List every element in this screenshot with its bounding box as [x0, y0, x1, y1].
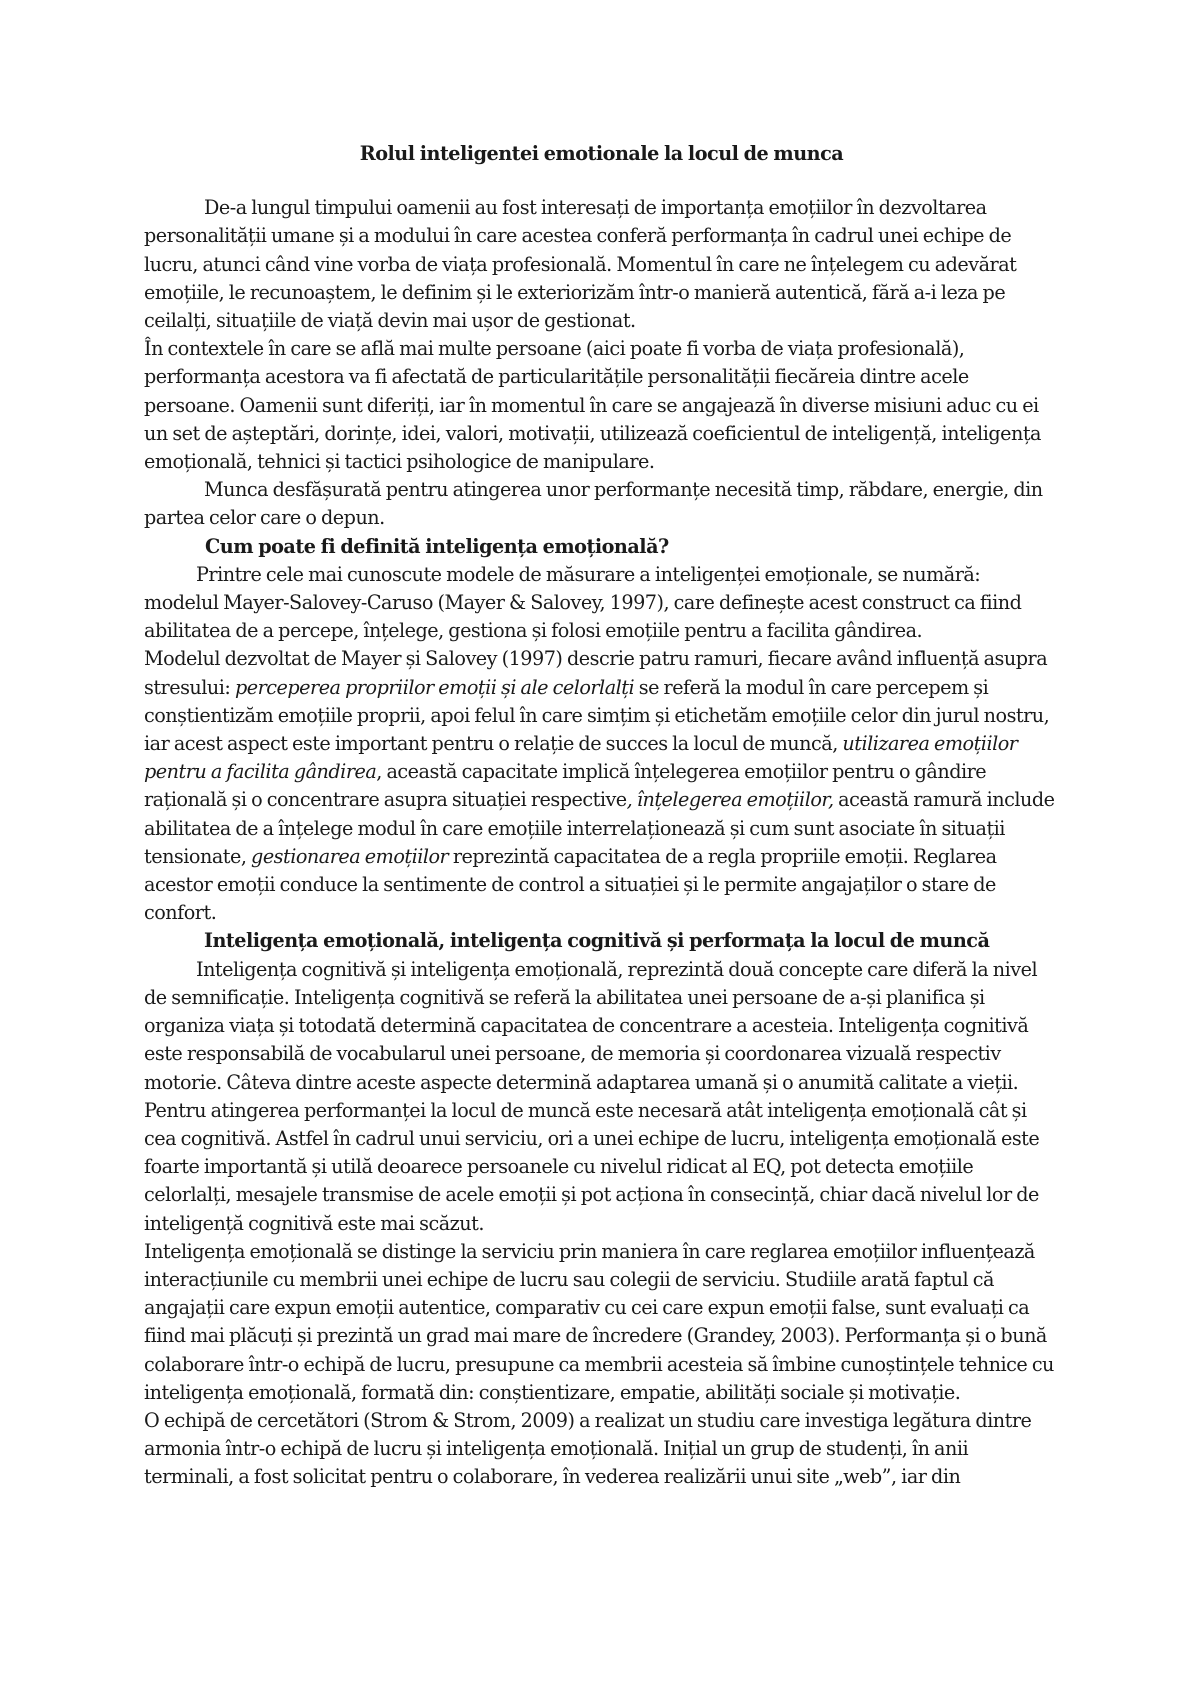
paragraph-cognitive: Inteligența cognitivă și inteligența emoțională, reprezintă două concepte care diferă la nivel de semnificație. Inteligența cognitivă se referă la abilitatea unei persoane de a-și planifica și organiza viața și totodată determină capacitatea de concentrare a acesteia. Inteligența cognitivă este responsabilă de vocabularul unei persoane, de memoria și coordonarea vizuală respectiv motorie. Câteva dintre aceste aspecte determină adaptarea umană și o anumită calitate a vieții. — [144, 957, 1038, 1094]
branches-text-2: se referă la modul în care percepem și conștientizăm emoțiile proprii, apoi felul în care simțim și etichetăm emoțiile celor din jurul nostru, iar acest aspect este important pentru o relație de succes la locul de muncă, — [144, 675, 1050, 756]
section-heading-definition: Cum poate fi definită inteligența emoțională? — [205, 534, 669, 558]
branches-text-4: această ramură include abilitatea de a înțelege modul în care emoțiile interrelaționează și cum sunt asociate în situații tensionate, — [144, 788, 1055, 868]
document-title: Rolul inteligentei emotionale la locul de munca — [359, 142, 844, 165]
paragraph-intro: De-a lungul timpului oamenii au fost interesați de importanța emoțiilor în dezvoltarea personalității umane și a modului în care acestea conferă performanța în cadrul unei echipe de lucru, atunci când vine vorba de viața profesională. Momentul în care ne înțelegem cu adevărat emoțiile, le recunoaștem, le definim și le exteriorizăm într-o manieră autentică, fără a-i leza pe ceilalți, situațiile de viață devin mai ușor de gestionat. — [144, 196, 1017, 333]
branch-facilitation: utilizarea emoțiilor pentru a facilita gândirea — [144, 732, 1018, 784]
branch-perception: perceperea propriilor emoții și ale celorlalți — [234, 675, 635, 699]
paragraph-models: Printre cele mai cunoscute modele de măsurare a inteligenței emoționale, se numără: modelul Mayer-Salovey-Caruso (Mayer & Salovey, 1997), care definește acest construct ca fiind abilitatea de a percepe, înțelege, gestiona și folosi emoțiile pentru a facilita gândirea. — [144, 562, 1022, 643]
paragraph-contexts: În contextele în care se află mai multe persoane (aici poate fi vorba de viața profesională), performanța acestora va fi afectată de particularitățile personalității fiecăreia dintre acele persoane. Oamenii sunt diferiți, iar în momentul în care se angajează în diverse misiuni aduc cu ei un set de așteptări, dorințe, idei, valori, motivații, utilizează coeficientul de inteligență, inteligența emoțională, tehnici și tactici psihologice de manipulare. — [144, 337, 1041, 474]
paragraph-performance: Pentru atingerea performanței la locul de muncă este necesară atât inteligența emoțională cât și cea cognitivă. Astfel în cadrul unui serviciu, ori a unei echipe de lucru, inteligența emoțională este foarte importantă și utilă deoarece persoanele cu nivelul ridicat al EQ, pot detecta emoțiile celorlalți, mesajele transmise de acele emoții și pot acționa în consecință, chiar dacă nivelul lor de inteligență cognitivă este mai scăzut. — [144, 1098, 1040, 1235]
branches-text-5: reprezintă capacitatea de a regla propriile emoții. Reglarea acestor emoții conduce la sentimente de control a situației și le permite angajaților o stare de confort. — [144, 844, 997, 925]
document-page — [144, 140, 1059, 1492]
paragraph-work-effort: Munca desfășurată pentru atingerea unor performanțe necesită timp, răbdare, energie, din partea celor care o depun. — [144, 478, 1043, 530]
paragraph-study: O echipă de cercetători (Strom & Strom, 2009) a realizat un studiu care investiga legătura dintre armonia într-o echipă de lucru și inteligența emoțională. Inițial un grup de studenți, în anii terminali, a fost solicitat pentru o colaborare, în vederea realizării unui site „web”, iar din — [144, 1408, 1032, 1489]
paragraph-four-branches — [144, 645, 1059, 927]
branches-text-3: , această capacitate implică înțelegerea emoțiilor pentru o gândire rațională și o concentrare asupra situației respective — [144, 760, 987, 812]
branch-management: gestionarea emoțiilor — [251, 844, 449, 868]
branch-understanding: , înțelegerea emoțiilor, — [626, 788, 834, 812]
branches-text-1: Modelul dezvoltat de Mayer și Salovey (1997) descrie patru ramuri, fiecare având influență asupra stresului: — [144, 647, 1048, 699]
paragraph-workplace-regulation: Inteligența emoțională se distinge la serviciu prin maniera în care reglarea emoțiilor influențează interacțiunile cu membrii unei echipe de lucru sau colegii de serviciu. Studiile arată faptul că angajații care expun emoții autentice, comparativ cu cei care expun emoții false, sunt evaluați ca fiind mai plăcuți și prezintă un grad mai mare de încredere (Grandey, 2003). Performanța și o bună colaborare într-o echipă de lucru, presupune ca membrii acesteia să îmbine cunoștințele tehnice cu inteligența emoțională, formată din: conștientizare, empatie, abilități sociale și motivație. — [144, 1239, 1054, 1404]
section-heading-performance: Inteligența emoțională, inteligența cognitivă și performața la locul de muncă — [204, 929, 990, 953]
